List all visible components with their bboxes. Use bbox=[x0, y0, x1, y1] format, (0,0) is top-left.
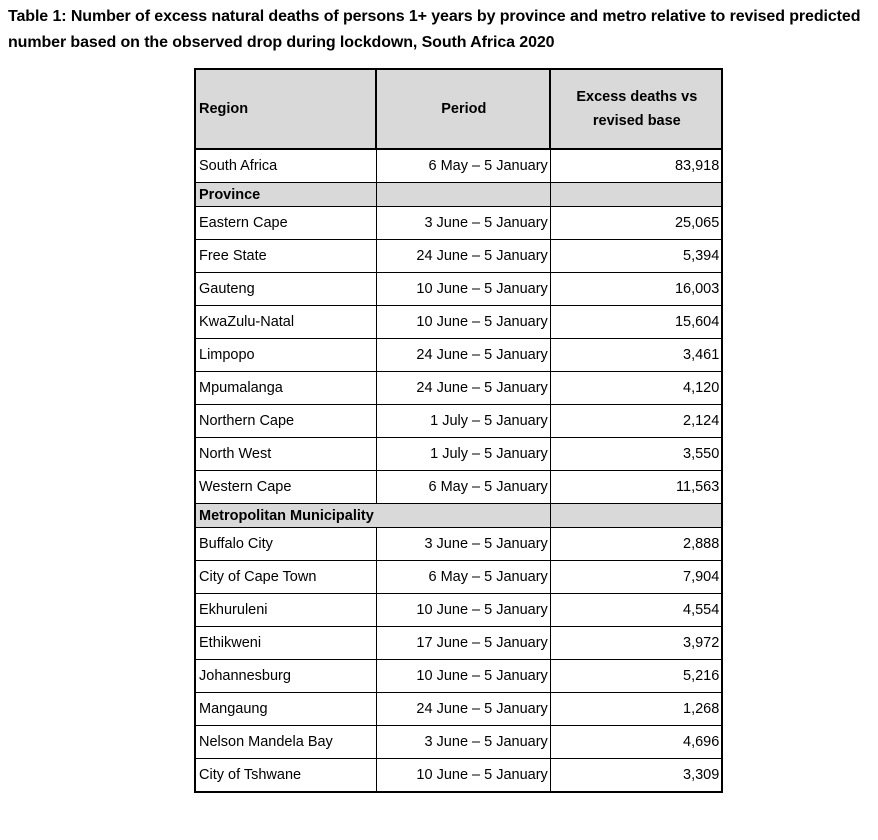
region-cell: City of Cape Town bbox=[195, 561, 376, 594]
metro-row bbox=[195, 627, 722, 660]
excess-deaths-cell: 3,309 bbox=[550, 759, 722, 793]
region-cell: Mangaung bbox=[195, 693, 376, 726]
region-cell: Nelson Mandela Bay bbox=[195, 726, 376, 759]
excess-deaths-cell: 7,904 bbox=[550, 561, 722, 594]
section-fill bbox=[550, 183, 722, 207]
province-row bbox=[195, 240, 722, 273]
period-cell: 10 June – 5 January bbox=[376, 306, 550, 339]
province-row bbox=[195, 438, 722, 471]
section-fill bbox=[376, 504, 550, 528]
region-cell: Eastern Cape bbox=[195, 207, 376, 240]
excess-deaths-cell: 1,268 bbox=[550, 693, 722, 726]
period-cell: 1 July – 5 January bbox=[376, 405, 550, 438]
excess-deaths-cell: 16,003 bbox=[550, 273, 722, 306]
region-cell: Free State bbox=[195, 240, 376, 273]
header-row bbox=[195, 69, 722, 149]
province-row bbox=[195, 405, 722, 438]
period-cell: 3 June – 5 January bbox=[376, 528, 550, 561]
excess-deaths-cell: 5,216 bbox=[550, 660, 722, 693]
excess-deaths-cell: 5,394 bbox=[550, 240, 722, 273]
province-row bbox=[195, 339, 722, 372]
metro-row bbox=[195, 660, 722, 693]
region-cell: Western Cape bbox=[195, 471, 376, 504]
region-cell: North West bbox=[195, 438, 376, 471]
province-row bbox=[195, 471, 722, 504]
section-fill bbox=[376, 183, 550, 207]
period-cell: 6 May – 5 January bbox=[376, 149, 550, 183]
region-cell: Mpumalanga bbox=[195, 372, 376, 405]
period-cell: 24 June – 5 January bbox=[376, 339, 550, 372]
region-cell: Limpopo bbox=[195, 339, 376, 372]
column-header-excess-line2: revised base bbox=[592, 113, 681, 129]
region-cell: Gauteng bbox=[195, 273, 376, 306]
column-header-excess-deaths bbox=[550, 69, 722, 149]
section-heading-metro: Metropolitan Municipality bbox=[195, 504, 376, 528]
metro-row bbox=[195, 528, 722, 561]
period-cell: 10 June – 5 January bbox=[376, 759, 550, 793]
metro-row bbox=[195, 693, 722, 726]
metro-row bbox=[195, 726, 722, 759]
excess-deaths-cell: 15,604 bbox=[550, 306, 722, 339]
region-cell: Buffalo City bbox=[195, 528, 376, 561]
column-header-excess-line1: Excess deaths vs bbox=[576, 89, 698, 105]
period-cell: 1 July – 5 January bbox=[376, 438, 550, 471]
excess-deaths-cell: 11,563 bbox=[550, 471, 722, 504]
column-header-period: Period bbox=[376, 69, 550, 149]
period-cell: 24 June – 5 January bbox=[376, 372, 550, 405]
excess-deaths-cell: 4,696 bbox=[550, 726, 722, 759]
region-cell: Ethikweni bbox=[195, 627, 376, 660]
region-cell: Ekhuruleni bbox=[195, 594, 376, 627]
table-caption: Table 1: Number of excess natural deaths of persons 1+ years by province and metro relative to revised predicted number based on the observed drop during lockdown, South Africa 2020 bbox=[8, 8, 861, 51]
period-cell: 24 June – 5 January bbox=[376, 240, 550, 273]
excess-deaths-cell: 2,888 bbox=[550, 528, 722, 561]
section-row-province bbox=[195, 183, 722, 207]
period-cell: 6 May – 5 January bbox=[376, 471, 550, 504]
excess-deaths-table bbox=[194, 68, 723, 793]
province-row bbox=[195, 372, 722, 405]
period-cell: 24 June – 5 January bbox=[376, 693, 550, 726]
period-cell: 17 June – 5 January bbox=[376, 627, 550, 660]
excess-deaths-cell: 83,918 bbox=[550, 149, 722, 183]
period-cell: 3 June – 5 January bbox=[376, 726, 550, 759]
province-row bbox=[195, 306, 722, 339]
excess-deaths-cell: 4,554 bbox=[550, 594, 722, 627]
province-row bbox=[195, 273, 722, 306]
period-cell: 6 May – 5 January bbox=[376, 561, 550, 594]
period-cell: 10 June – 5 January bbox=[376, 273, 550, 306]
excess-deaths-cell: 3,550 bbox=[550, 438, 722, 471]
region-cell: KwaZulu-Natal bbox=[195, 306, 376, 339]
section-fill bbox=[550, 504, 722, 528]
column-header-region: Region bbox=[195, 69, 376, 149]
table-row-national bbox=[195, 149, 722, 183]
section-row-metro bbox=[195, 504, 722, 528]
excess-deaths-cell: 3,461 bbox=[550, 339, 722, 372]
region-cell: Johannesburg bbox=[195, 660, 376, 693]
region-cell: Northern Cape bbox=[195, 405, 376, 438]
province-row bbox=[195, 207, 722, 240]
section-heading-province: Province bbox=[195, 183, 376, 207]
metro-row bbox=[195, 759, 722, 793]
excess-deaths-cell: 3,972 bbox=[550, 627, 722, 660]
metro-row bbox=[195, 594, 722, 627]
period-cell: 10 June – 5 January bbox=[376, 594, 550, 627]
excess-deaths-cell: 2,124 bbox=[550, 405, 722, 438]
metro-row bbox=[195, 561, 722, 594]
region-cell: South Africa bbox=[195, 149, 376, 183]
period-cell: 10 June – 5 January bbox=[376, 660, 550, 693]
region-cell: City of Tshwane bbox=[195, 759, 376, 793]
excess-deaths-cell: 4,120 bbox=[550, 372, 722, 405]
period-cell: 3 June – 5 January bbox=[376, 207, 550, 240]
excess-deaths-cell: 25,065 bbox=[550, 207, 722, 240]
